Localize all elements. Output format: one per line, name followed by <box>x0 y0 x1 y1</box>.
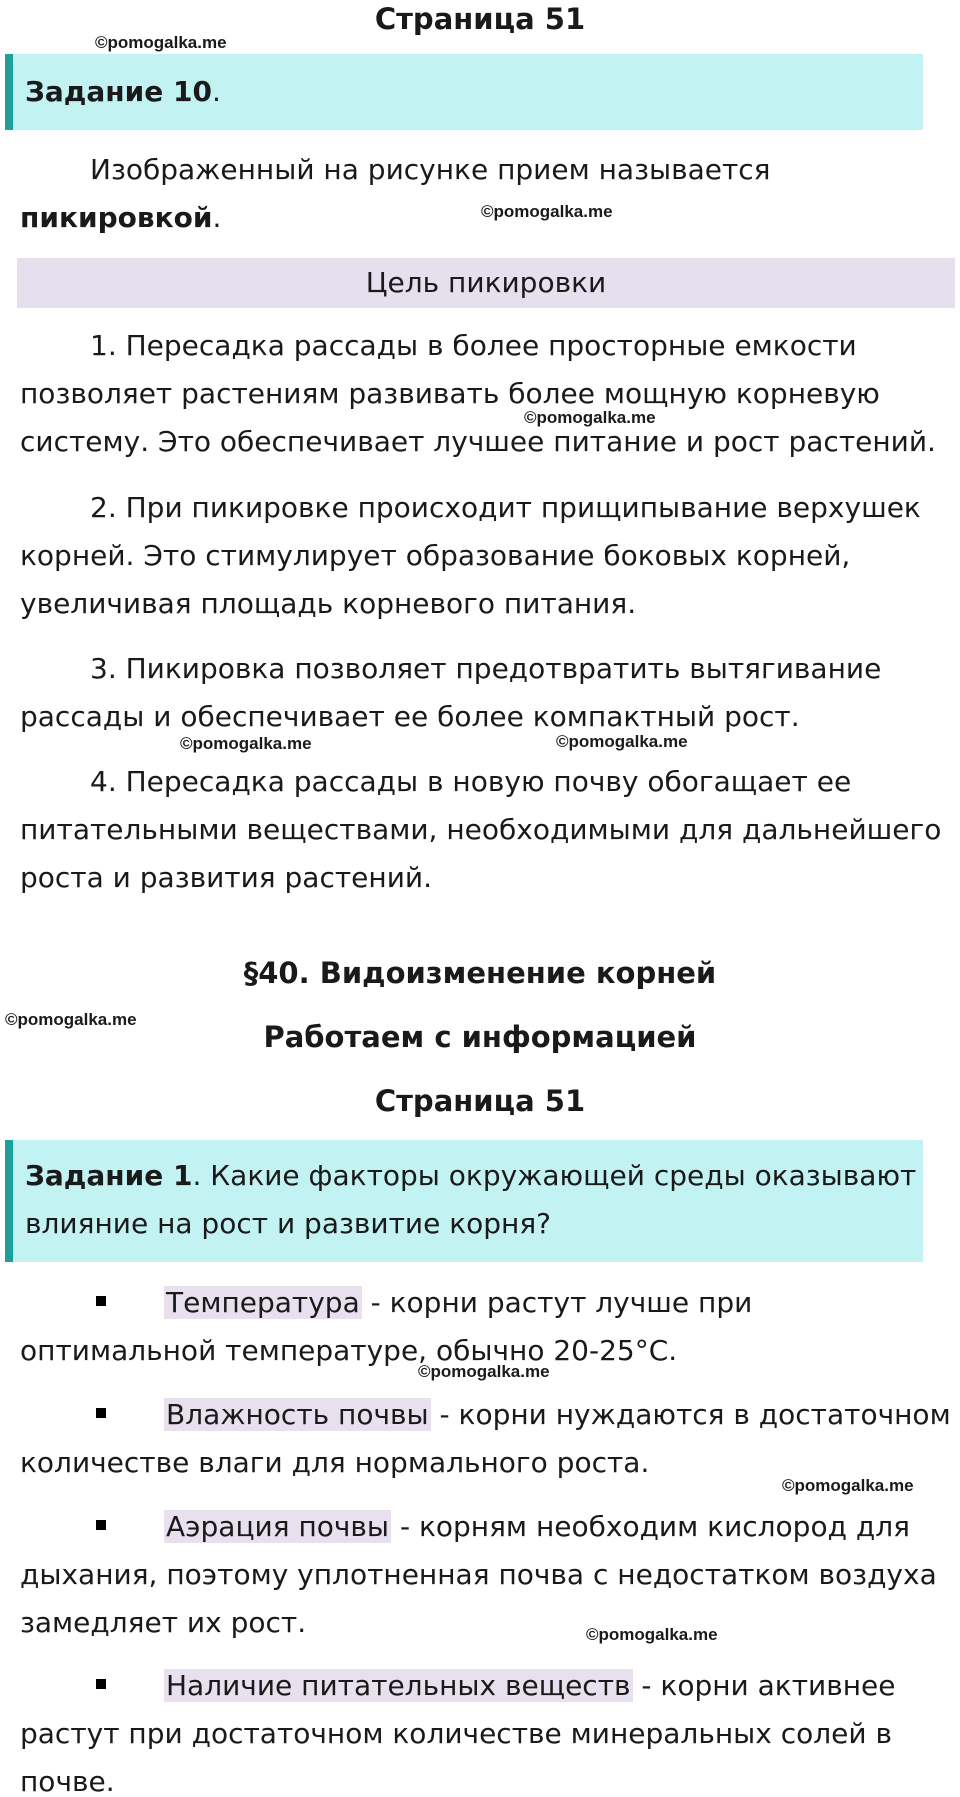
goal-4-rest: питательными веществами, необходимыми для дальнейшего роста и развития растений. <box>20 813 942 894</box>
watermark: ©pomogalka.me <box>418 1362 550 1381</box>
task-10-box <box>5 54 923 130</box>
watermark: ©pomogalka.me <box>586 1625 718 1644</box>
goal-1-rest: позволяет растениям развивать более мощную корневую систему. Это обеспечивает лучшее питание и рост растений. <box>20 377 936 458</box>
task-1-box <box>5 1140 923 1262</box>
factor-3-text: - корням необходим кислород для дыхания, поэтому уплотненная почва с недостатком воздуха замедляет их рост. <box>20 1510 937 1639</box>
goal-heading: Цель пикировки <box>17 258 955 308</box>
bullet-square-icon <box>96 1679 106 1689</box>
bullet-square-icon <box>96 1520 106 1530</box>
goal-item-3 <box>20 645 955 741</box>
intro-text: Изображенный на рисунке прием называется <box>90 153 771 186</box>
goal-4-line1: 4. Пересадка рассады в новую почву обогащает ее <box>90 765 852 798</box>
watermark: ©pomogalka.me <box>481 202 613 221</box>
paragraph-title: §40. Видоизменение корней <box>243 956 717 990</box>
factor-item-2 <box>20 1391 955 1487</box>
task-10-label: Задание 10 <box>25 75 212 108</box>
intro-paragraph <box>20 146 955 242</box>
task-1-text: . Какие факторы окружающей среды оказывают влияние на рост и развитие корня? <box>25 1159 917 1240</box>
watermark: ©pomogalka.me <box>95 33 227 52</box>
task-10-punct: . <box>211 75 221 108</box>
goal-item-4 <box>20 758 955 902</box>
factor-4-term: Наличие питательных веществ <box>166 1669 631 1702</box>
watermark: ©pomogalka.me <box>782 1476 914 1495</box>
bullet-square-icon <box>96 1408 106 1418</box>
factor-item-3 <box>20 1503 955 1647</box>
watermark: ©pomogalka.me <box>556 732 688 751</box>
factor-1-term: Температура <box>166 1286 360 1319</box>
factor-2-text: - корни нуждаются в достаточном количестве влаги для нормального роста. <box>20 1398 951 1479</box>
factor-item-4 <box>20 1662 955 1797</box>
bullet-square-icon <box>96 1296 106 1306</box>
goal-2-line1: 2. При пикировке происходит прищипывание верхушек <box>90 491 921 524</box>
watermark: ©pomogalka.me <box>524 408 656 427</box>
factor-1-text: - корни растут лучше при оптимальной температуре, обычно 20-25°С. <box>20 1286 753 1367</box>
intro-end: . <box>212 201 222 234</box>
goal-1-line1: 1. Пересадка рассады в более просторные емкости <box>90 329 857 362</box>
factor-2-term: Влажность почвы <box>166 1398 429 1431</box>
section-subtitle: Работаем с информацией <box>263 1020 697 1054</box>
factor-3-term: Аэрация почвы <box>166 1510 390 1543</box>
page-title-second: Страница 51 <box>374 1084 586 1118</box>
page-title-top: Страница 51 <box>374 2 586 36</box>
watermark: ©pomogalka.me <box>180 734 312 753</box>
goal-item-2 <box>20 484 955 628</box>
goal-2-rest: корней. Это стимулирует образование боковых корней, увеличивая площадь корневого питания. <box>20 539 851 620</box>
watermark: ©pomogalka.me <box>5 1010 137 1029</box>
goal-3-line1: 3. Пикировка позволяет предотвратить вытягивание <box>90 652 882 685</box>
intro-bold-term: пикировкой <box>20 201 213 234</box>
factor-item-1 <box>20 1279 955 1375</box>
factor-4-text: - корни активнее растут при достаточном количестве минеральных солей в почве. <box>20 1669 896 1797</box>
goal-item-1 <box>20 322 955 466</box>
task-1-label: Задание 1 <box>25 1159 193 1192</box>
goal-3-rest: рассады и обеспечивает ее более компактный рост. <box>20 700 800 733</box>
